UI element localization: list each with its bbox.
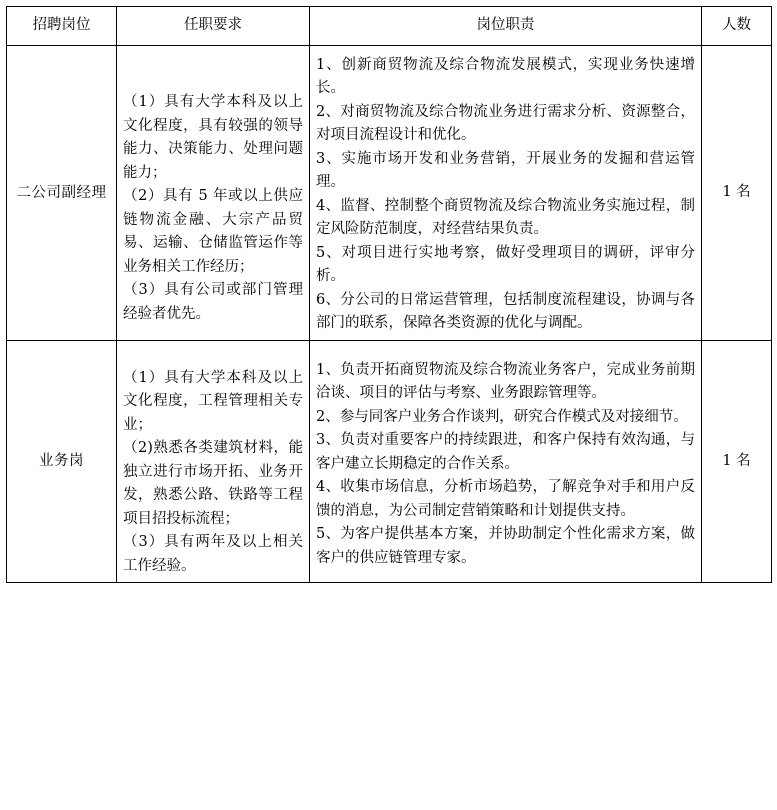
table-row [7, 46, 772, 341]
requirement-item: （1）具有大学本科及以上文化程度，具有较强的领导能力、决策能力、处理问题能力； [123, 94, 303, 181]
post-name-cell [7, 340, 117, 582]
duty-item: 5、对项目进行实地考察，做好受理项目的调研，评审分析。 [316, 244, 695, 285]
table-header-row [7, 7, 772, 46]
requirement-item: （3）具有公司或部门管理经验者优先。 [123, 282, 303, 322]
duty-item: 6、分公司的日常运营管理，包括制度流程建设，协调与各部门的联系，保障各类资源的优化与调配。 [316, 291, 695, 332]
duty-item: 3、负责对重要客户的持续跟进，和客户保持有效沟通，与客户建立长期稳定的合作关系。 [316, 432, 695, 472]
duty-item: 1、负责开拓商贸物流及综合物流业务客户，完成业务前期洽谈、项目的评估与考察、业务跟踪管理等。 [316, 361, 695, 402]
post-name-label: 业务岗 [39, 453, 84, 470]
requirement-item: （2）具有 5 年或以上供应链物流金融、大宗产品贸易、运输、仓储监管运作等业务相关工作经历； [123, 188, 303, 275]
duty-item: 5、为客户提供基本方案，并协助制定个性化需求方案，做客户的供应链管理专家。 [316, 526, 695, 566]
duty-item: 4、收集市场信息，分析市场趋势，了解竞争对手和用户反馈的消息，为公司制定营销策略和计划提供支持。 [316, 479, 695, 519]
requirements-cell [117, 340, 310, 582]
table-row [7, 340, 772, 582]
requirement-item: （2)熟悉各类建筑材料，能独立进行市场开拓、业务开发，熟悉公路、铁路等工程项目招投标流程； [123, 440, 303, 527]
count-cell: 1 名 [702, 46, 772, 341]
post-name-label: 二公司副经理 [16, 184, 107, 201]
header-cell-requirements: 任职要求 [117, 7, 310, 46]
table-header [7, 7, 772, 46]
duty-item: 1、创新商贸物流及综合物流发展模式，实现业务快速增长。 [316, 57, 695, 97]
duty-item: 4、监督、控制整个商贸物流及综合物流业务实施过程，制定风险防范制度，对经营结果负责。 [316, 197, 695, 238]
duties-cell [310, 340, 702, 582]
duty-item: 2、对商贸物流及综合物流业务进行需求分析、资源整合，对项目流程设计和优化。 [316, 103, 695, 144]
duty-item: 2、参与同客户业务合作谈判，研究合作模式及对接细节。 [316, 408, 688, 425]
header-cell-count: 人数 [702, 7, 772, 46]
duty-item: 3、实施市场开发和业务营销，开展业务的发掘和营运管理。 [316, 150, 695, 191]
requirement-item: （3）具有两年及以上相关工作经验。 [123, 534, 303, 574]
header-cell-duties: 岗位职责 [310, 7, 702, 46]
count-cell: 1 名 [702, 340, 772, 582]
post-name-cell [7, 46, 117, 341]
recruitment-table [6, 6, 772, 583]
table-body [7, 46, 772, 583]
duties-cell [310, 46, 702, 341]
header-cell-post: 招聘岗位 [7, 7, 117, 46]
requirements-cell [117, 46, 310, 341]
requirement-item: （1）具有大学本科及以上文化程度，工程管理相关专业； [123, 369, 303, 433]
